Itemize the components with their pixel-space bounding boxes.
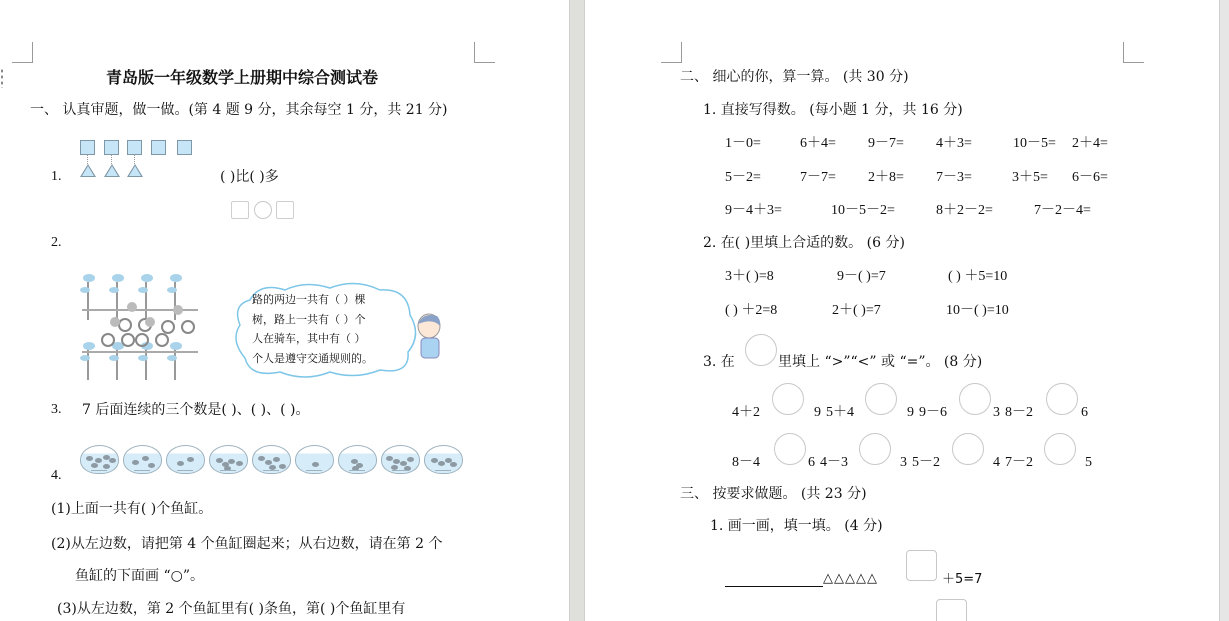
triangle-icon — [80, 164, 96, 177]
question-number: 2. — [51, 235, 62, 250]
expression: 2＋( )=7 — [832, 303, 881, 318]
margin-corner-mark — [12, 42, 33, 63]
question-4-sub1: (1)上面一共有( )个鱼缸。 — [51, 501, 213, 517]
expression: 2＋4= — [1072, 136, 1108, 151]
road-cyclists-illustration — [80, 270, 200, 385]
expression: 10－5－2= — [831, 203, 895, 218]
compare-circle-icon — [745, 334, 777, 366]
expression: 1－0= — [725, 136, 761, 151]
vertical-scrollbar[interactable] — [1219, 0, 1229, 621]
section-heading: 一、 认真审题，做一做。(第 4 题 9 分，其余每空 1 分，共 21 分) — [30, 102, 448, 118]
question-label-suffix: 里填上 “>”“<” 或 “=”。 (8 分) — [778, 354, 983, 370]
expression: 5－2 — [912, 455, 940, 470]
expression: 3＋( )=8 — [725, 269, 774, 284]
margin-corner-mark — [474, 42, 495, 63]
page-title: 青岛版一年级数学上册期中综合测试卷 — [106, 68, 379, 87]
boy-illustration — [405, 312, 445, 362]
triangle-icon — [104, 164, 120, 177]
question-4-sub2-cont: 鱼缸的下面画 “○”。 — [75, 568, 204, 584]
expression: 7－2－4= — [1034, 203, 1091, 218]
question-4-sub2: (2)从左边数，请把第 4 个鱼缸圈起来；从右边数，请在第 2 个 — [51, 536, 443, 552]
fish-bowl — [166, 445, 205, 474]
question-label: 1. 画一画，填一填。 (4 分) — [710, 518, 883, 534]
fish-bowl — [80, 445, 119, 474]
expression: 5＋4 — [826, 405, 854, 420]
expression: 9 — [814, 405, 821, 420]
expression: 4－3 — [820, 455, 848, 470]
question-number: 1. — [51, 169, 62, 184]
expression: 9 — [907, 405, 914, 420]
document-page-right — [585, 0, 1219, 621]
expression: ( ) ＋2=8 — [725, 303, 778, 318]
expression: 5 — [1085, 455, 1092, 470]
fish-bowl — [424, 445, 463, 474]
answer-circle[interactable] — [774, 433, 806, 465]
square-icon — [151, 140, 166, 155]
answer-circle[interactable] — [952, 433, 984, 465]
question-label-prefix: 3. 在 — [703, 354, 735, 370]
expression: 5－2= — [725, 170, 761, 185]
expression: 6＋4= — [800, 136, 836, 151]
expression: 4 — [993, 455, 1000, 470]
fish-bowl — [209, 445, 248, 474]
connector-line — [134, 155, 135, 164]
expression: 7－7= — [800, 170, 836, 185]
answer-circle[interactable] — [959, 383, 991, 415]
fish-bowl — [295, 445, 334, 474]
triangle-icon — [127, 164, 143, 177]
expression: 10－( )=10 — [946, 303, 1009, 318]
draw-blank-line[interactable] — [725, 586, 823, 587]
question-1-text: ( )比( )多 — [220, 169, 279, 185]
fish-bowl — [123, 445, 162, 474]
document-page-left — [0, 0, 569, 621]
answer-circle[interactable] — [1046, 383, 1078, 415]
expression: 8＋2－2= — [936, 203, 993, 218]
margin-corner-mark — [661, 42, 682, 63]
expression: 2＋8= — [868, 170, 904, 185]
page-gap — [569, 0, 585, 621]
expression: 6 — [808, 455, 815, 470]
section-heading: 三、 按要求做题。 (共 23 分) — [680, 486, 867, 502]
square-icon — [80, 140, 95, 155]
expression: 7－2 — [1005, 455, 1033, 470]
answer-circle[interactable] — [859, 433, 891, 465]
answer-box[interactable] — [276, 201, 294, 219]
expression: 3 — [993, 405, 1000, 420]
margin-corner-mark — [1123, 42, 1144, 63]
answer-box[interactable] — [936, 599, 967, 621]
expression: 8－4 — [732, 455, 760, 470]
answer-circle[interactable] — [254, 201, 272, 219]
expression: 6－6= — [1072, 170, 1108, 185]
fish-bowl — [381, 445, 420, 474]
question-4-sub3: (3)从左边数，第 2 个鱼缸里有( )条鱼，第( )个鱼缸里有 — [57, 601, 406, 617]
expression: 9－7= — [868, 136, 904, 151]
connector-line — [87, 155, 88, 164]
equation-tail: ＋5=7 — [942, 572, 983, 587]
answer-circle[interactable] — [1044, 433, 1076, 465]
expression: 3 — [900, 455, 907, 470]
answer-box[interactable] — [906, 550, 937, 581]
fish-bowl — [252, 445, 291, 474]
answer-circle[interactable] — [772, 383, 804, 415]
expression: 6 — [1081, 405, 1088, 420]
connector-line — [111, 155, 112, 164]
square-icon — [177, 140, 192, 155]
fish-bowl — [338, 445, 377, 474]
expression: 9－( )=7 — [837, 269, 886, 284]
question-label: 1. 直接写得数。 (每小题 1 分，共 16 分) — [703, 102, 963, 118]
question-number: 4. — [51, 468, 62, 483]
square-icon — [104, 140, 119, 155]
question-label: 2. 在( )里填上合适的数。 (6 分) — [703, 235, 905, 251]
expression: 4＋3= — [936, 136, 972, 151]
bubble-text: 路的两边一共有（ ）棵 树，路上一共有（ ）个 人在骑车，其中有（ ） 个人是遵守交通规则的。 — [252, 293, 373, 365]
drag-handle-icon[interactable] — [0, 68, 4, 88]
square-icon — [127, 140, 142, 155]
expression: 10－5= — [1013, 136, 1056, 151]
answer-box[interactable] — [231, 201, 249, 219]
answer-circle[interactable] — [865, 383, 897, 415]
expression: 7－3= — [936, 170, 972, 185]
question-number: 3. — [51, 402, 62, 417]
expression: 3＋5= — [1012, 170, 1048, 185]
question-3-text: 7 后面连续的三个数是( )、( )、( )。 — [82, 402, 310, 418]
expression: 9－4＋3= — [725, 203, 782, 218]
expression: 4＋2 — [732, 405, 760, 420]
triangles-row: △△△△△ — [823, 571, 878, 586]
expression: ( ) ＋5=10 — [948, 269, 1008, 284]
expression: 9－6 — [919, 405, 947, 420]
section-heading: 二、 细心的你，算一算。 (共 30 分) — [680, 69, 909, 85]
expression: 8－2 — [1005, 405, 1033, 420]
